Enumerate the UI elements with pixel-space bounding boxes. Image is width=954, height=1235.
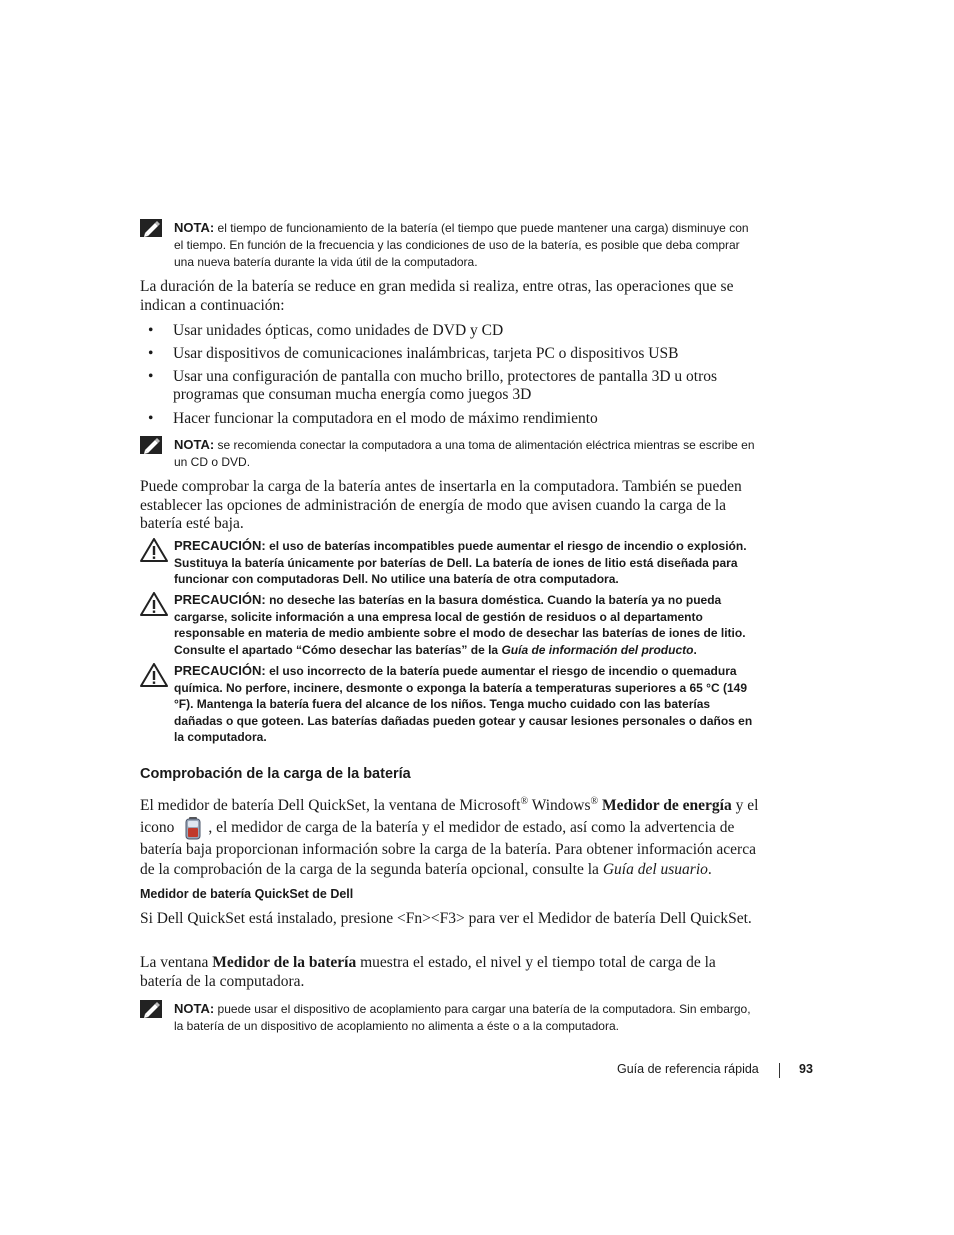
meter-text-2: Windows [528, 797, 591, 815]
window-paragraph [140, 954, 760, 991]
note-pencil-icon [140, 219, 164, 239]
caution-label: PRECAUCIÓN: [174, 663, 266, 678]
warning-triangle-icon [140, 592, 168, 616]
warning-triangle-icon [140, 663, 168, 687]
battery-meter-label: Medidor de la batería [208, 954, 357, 971]
warning-triangle-icon [140, 538, 168, 562]
intro-paragraph: La duración de la batería se reduce en gran medida si realiza, entre otras, las operaciones que se indican a continuación: [140, 278, 734, 314]
bullet-icon: • [148, 345, 154, 362]
list-item-text: Usar una configuración de pantalla con mucho brillo, protectores de pantalla 3D u otros programas que consuman mucha energía como juegos 3D [173, 368, 718, 403]
meter-end: . [707, 861, 712, 879]
page-number: 93 [799, 1062, 813, 1076]
note-label: NOTA: [174, 437, 215, 452]
meter-text-4: y el icono [140, 797, 759, 837]
note-text: se recomienda conectar la computadora a una toma de alimentación eléctrica mientras se escribe en un CD o DVD. [174, 438, 755, 469]
power-meter-label: Medidor de energía [598, 797, 732, 815]
note-text: puede usar el dispositivo de acoplamiento para cargar una batería de la computadora. Sin embargo, la batería de un dispositivo de acoplamiento no alimenta a éste o a la computadora. [174, 1002, 751, 1033]
meter-text-5: , el medidor de carga de la batería y el medidor de estado, así como la advertencia de batería baja proporcionan información sobre la carga de la batería. Para obtener información acerca de la comprobación de la carga de la segunda batería opcional, consulte la [140, 819, 756, 879]
bullet-icon: • [148, 368, 154, 385]
note-text: el tiempo de funcionamiento de la batería (el tiempo que puede mantener una carga) disminuye con el tiempo. En función de la frecuencia y las condiciones de uso de la batería, es posible que deba comprar una nueva batería durante la vida útil de la computadora. [174, 221, 749, 269]
window-text-1: La ventana [140, 954, 209, 971]
caution-text: el uso de baterías incompatibles puede aumentar el riesgo de incendio o explosión. Sustituya la batería únicamente por baterías de Dell. La batería de iones de litio está diseñada para funcionar con computadoras Dell. No utilice una batería de otra computadora. [174, 539, 747, 587]
registered-mark: ® [590, 796, 599, 807]
meter-paragraph [140, 792, 760, 880]
bullet-icon: • [148, 410, 154, 427]
caution-label: PRECAUCIÓN: [174, 592, 266, 607]
caution-text: no deseche las baterías en la basura doméstica. Cuando la batería ya no pueda cargarse, solicite información a una empresa local de gestión de residuos o al departamento responsable en materia de medio ambiente sobre el modo de desechar las baterías de iones de litio. Consulte el apartado “Cómo desechar las baterías” de la [174, 593, 746, 657]
caution-text: el uso incorrecto de la batería puede aumentar el riesgo de incendio o quemadura química. No perfore, incinere, desmonte o exponga la batería a temperaturas superiores a 65 °C (149 °F). Mantenga la batería fuera del alcance de los niños. Tenga mucho cuidado con las baterías dañadas o que goteen. Las baterías dañadas pueden gotear y causar lesiones personales o daños en la computadora. [174, 664, 753, 745]
subsection-title: Medidor de batería QuickSet de Dell [140, 887, 354, 901]
footer-title: Guía de referencia rápida [617, 1062, 759, 1076]
section-title: Comprobación de la carga de la batería [140, 766, 411, 782]
list-item-text: Usar unidades ópticas, como unidades de DVD y CD [173, 322, 504, 339]
note-pencil-icon [140, 436, 164, 456]
meter-text-1: El medidor de batería Dell QuickSet, la ventana de Microsoft [140, 797, 521, 815]
bullet-icon: • [148, 322, 154, 339]
note-label: NOTA: [174, 1001, 215, 1016]
caution-end: . [693, 642, 697, 657]
registered-mark: ® [520, 796, 529, 807]
list-item-text: Hacer funcionar la computadora en el modo de máximo rendimiento [173, 410, 598, 427]
window-text-2: muestra el estado, el nivel y el tiempo total de carga de la batería de la computadora. [140, 954, 716, 990]
user-guide-title: Guía del usuario [602, 861, 708, 879]
check-paragraph: Puede comprobar la carga de la batería antes de insertarla en la computadora. También se pueden establecer las opciones de administración de energía de modo que avisen cuando la carga de la batería esté baja. [140, 478, 742, 532]
battery-icon [182, 816, 204, 840]
caution-doc-title: Guía de información del producto [501, 642, 694, 657]
caution-label: PRECAUCIÓN: [174, 538, 266, 553]
note-pencil-icon [140, 1000, 164, 1020]
list-item-text: Usar dispositivos de comunicaciones inalámbricas, tarjeta PC o dispositivos USB [173, 345, 679, 362]
note-label: NOTA: [174, 220, 215, 235]
footer-divider [779, 1063, 780, 1078]
quickset-paragraph: Si Dell QuickSet está instalado, presione <Fn><F3> para ver el Medidor de batería Dell QuickSet. [140, 910, 752, 927]
